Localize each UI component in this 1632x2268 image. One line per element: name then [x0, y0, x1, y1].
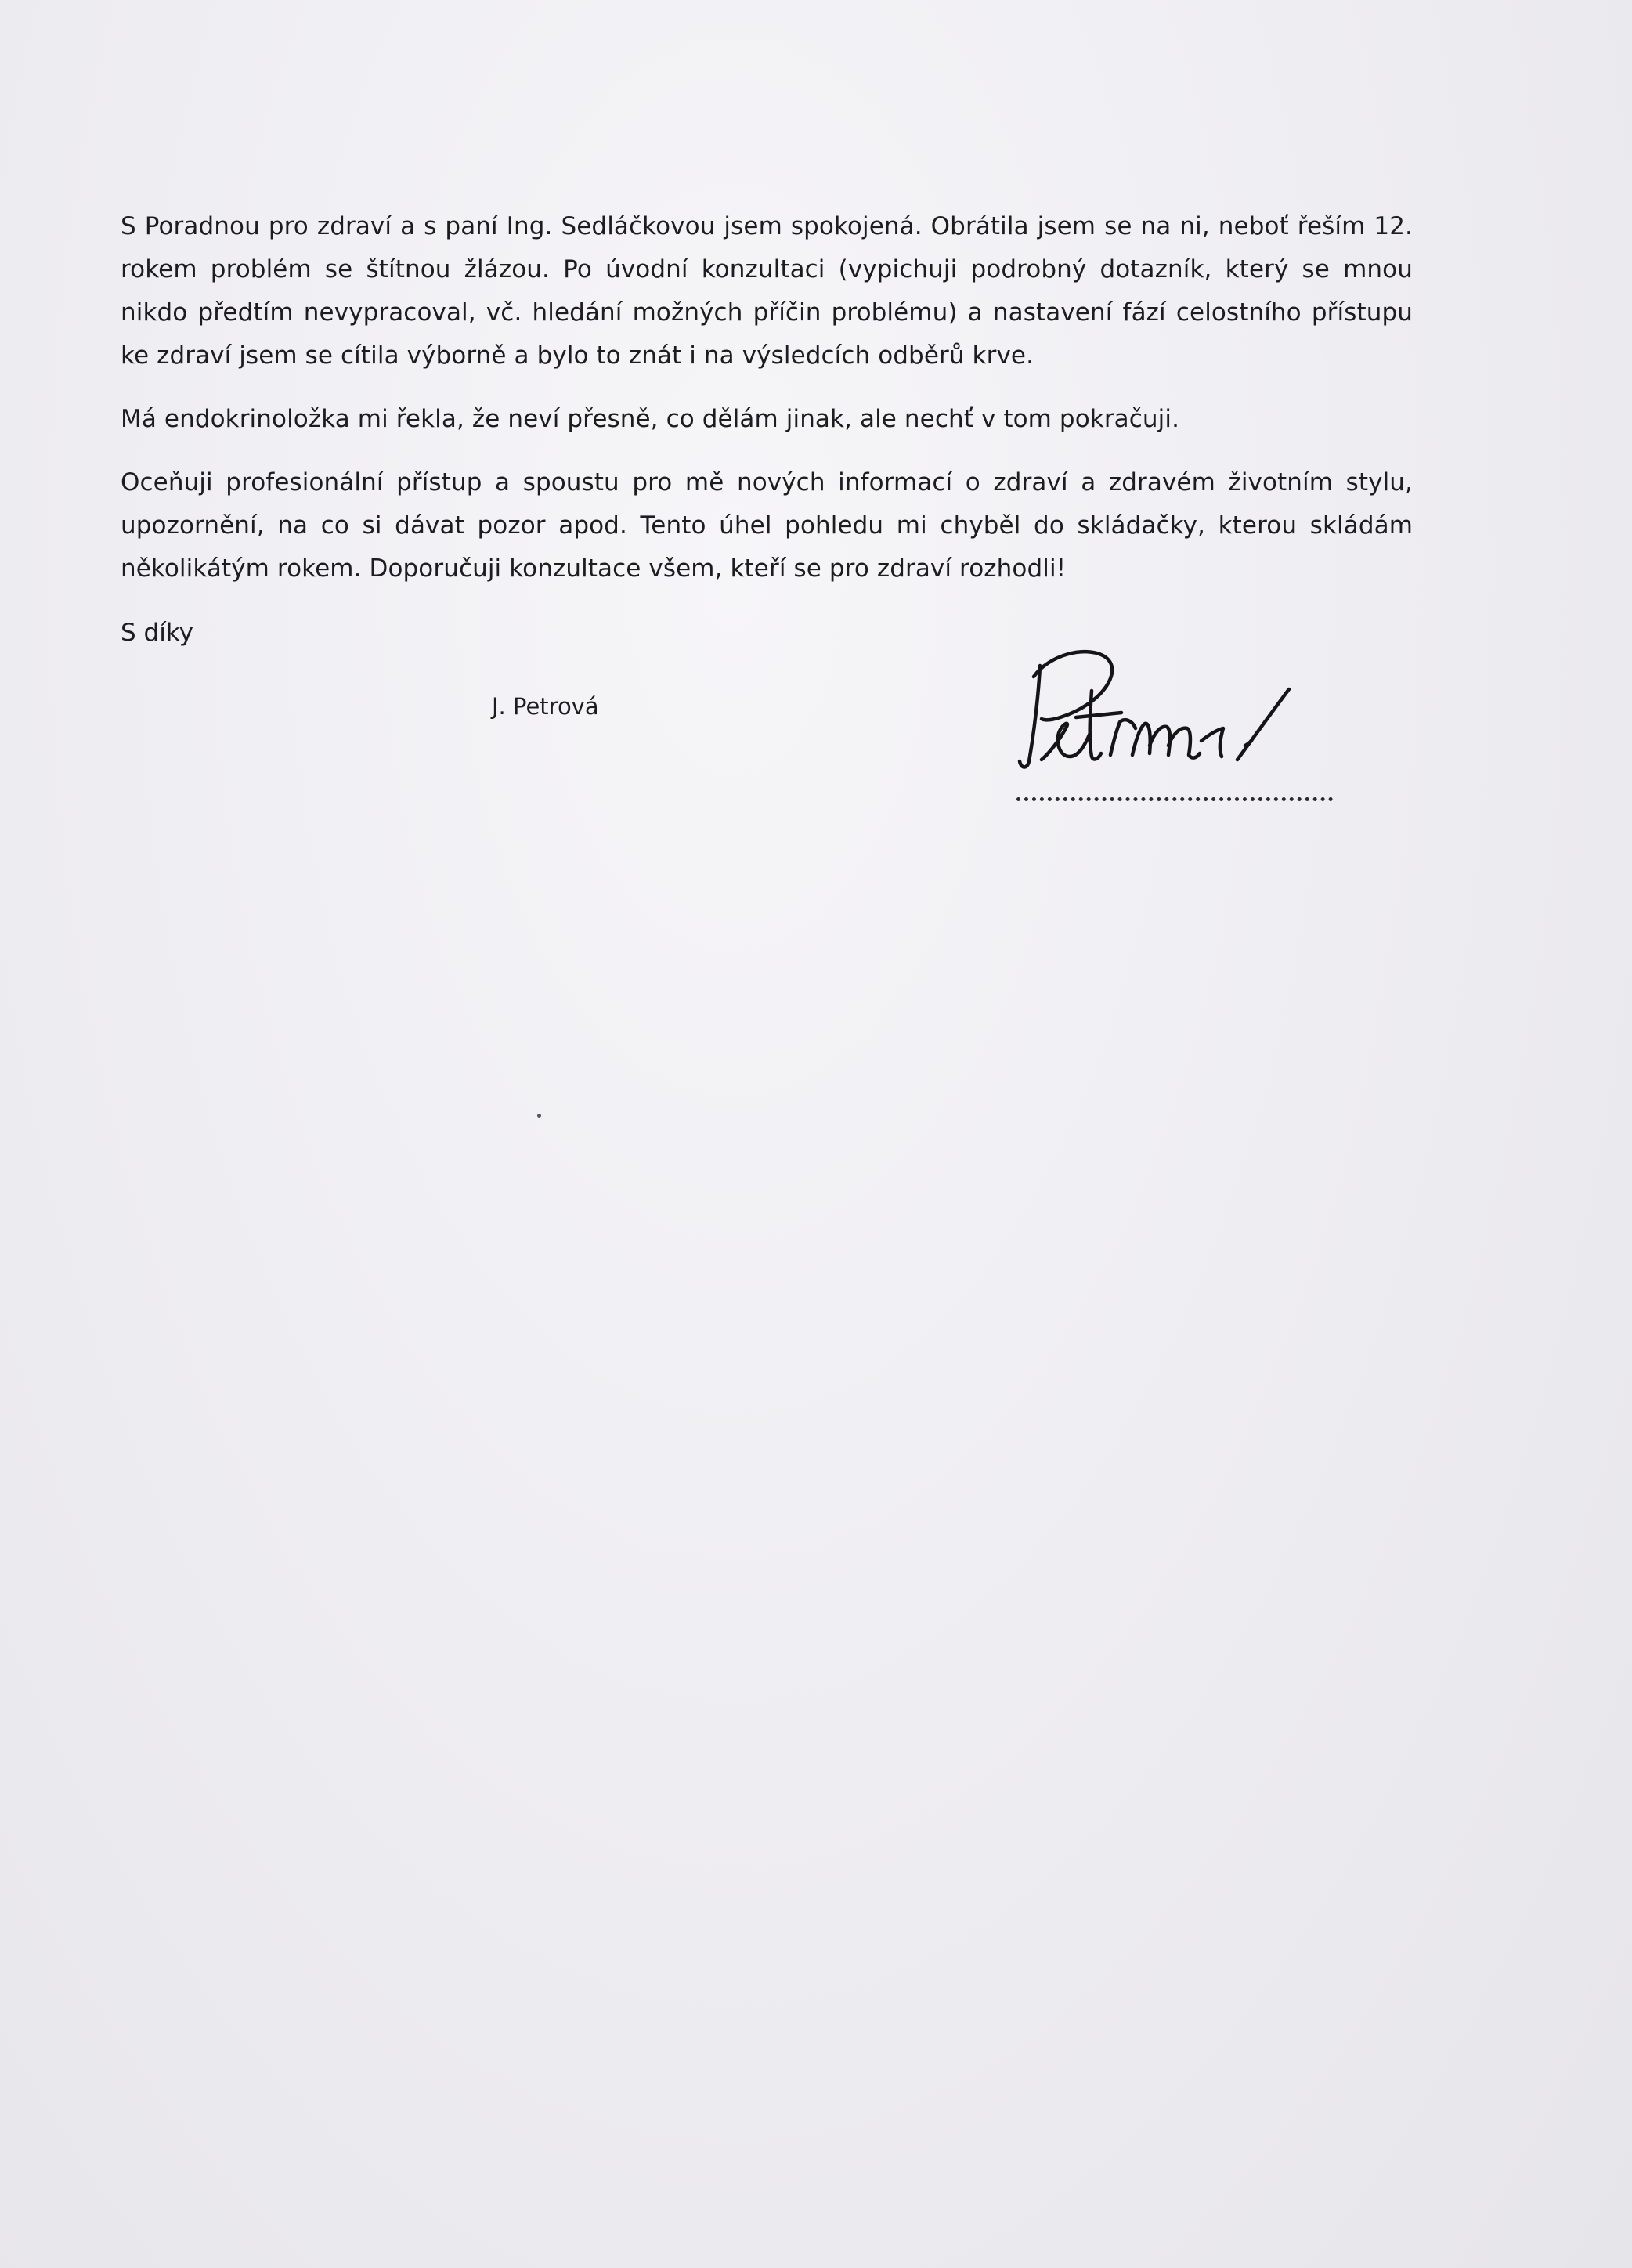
paragraph-2: Má endokrinoložka mi řekla, že neví přesně, co dělám jinak, ale nechť v tom pokračuji.	[121, 405, 1180, 433]
letter-body	[121, 205, 1413, 611]
signature-dotted-line	[1016, 797, 1333, 801]
paragraph-3: Oceňuji profesionální přístup a spoustu pro mě nových informací o zdraví a zdravém životním stylu, upozornění, na co si dávat pozor apod. Tento úhel pohledu mi chyběl do skládačky, kterou skládám několikátým rokem. Doporučuji konzultace všem, kteří se pro zdraví rozhodli!	[121, 468, 1413, 583]
paper-speck	[537, 1114, 541, 1118]
handwritten-signature	[1010, 642, 1323, 775]
closing-text: S díky	[121, 619, 194, 647]
signer-name: J. Petrová	[492, 693, 599, 720]
paragraph-1: S Poradnou pro zdraví a s paní Ing. Sedláčkovou jsem spokojená. Obrátila jsem se na ni, neboť řeším 12. rokem problém se štítnou žlázou. Po úvodní konzultaci (vypichuji podrobný dotazník, který se mnou nikdo předtím nevypracoval, vč. hledání možných příčin problému) a nastavení fází celostního přístupu ke zdraví jsem se cítila výborně a bylo to znát i na výsledcích odběrů krve.	[121, 212, 1413, 370]
